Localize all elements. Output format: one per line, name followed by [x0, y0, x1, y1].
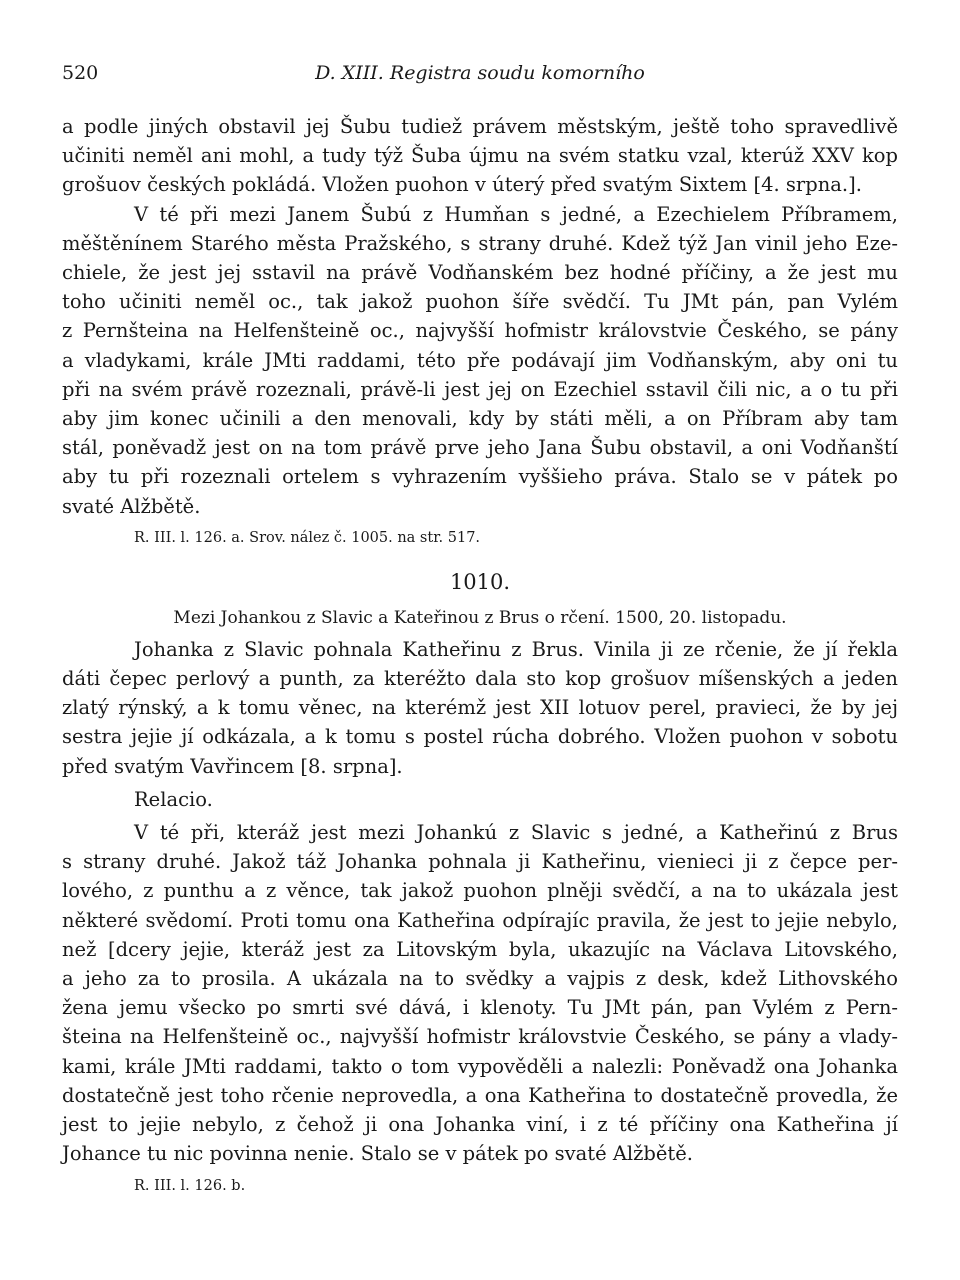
text-line: Johance tu nic povinna nenie. Stalo se v pátek po svaté Alžbětě.	[62, 1142, 694, 1166]
text-line: stál, poněvadž jest on na tom právě prve jeho Jana Šubu obstavil, a oni Vodňanští	[62, 436, 898, 460]
document-summary: Mezi Johankou z Slavic a Kateřinou z Brus o rčení. 1500, 20. listopadu.	[173, 607, 787, 628]
relacio-heading: Relacio.	[134, 787, 213, 811]
text-line: než [dcery jejie, kteráž jest za Litovským byla, ukazujíc na Václava Litovského,	[62, 937, 898, 961]
text-line: učiniti neměl ani mohl, a tudy týž Šuba újmu na svém statku vzal, kterúž XXV kop	[62, 144, 898, 168]
text-line: s strany druhé. Jakož táž Johanka pohnala ji Katheřinu, vienieci ji z čepce per-	[62, 850, 898, 874]
text-line: chiele, že jest jej sstavil na právě Vodňanském bez hodné příčiny, a že jest mu	[62, 261, 898, 285]
document-number: 1010.	[449, 569, 511, 594]
text-line: V té při, kteráž jest mezi Johankú z Slavic s jedné, a Katheřinú z Brus	[134, 821, 898, 845]
text-line: sestra jejie jí odkázala, a k tomu s postel rúcha dobrého. Vložen puohon v sobotu	[62, 725, 898, 749]
text-line: kami, krále JMti raddami, takto o tom vypověděli a nalezli: Poněvadž ona Johanka	[62, 1054, 898, 1078]
text-line: dáti čepec perlový a punth, za kteréžto dala sto kop grošuov míšenských a jeden	[62, 667, 898, 691]
text-line: šteina na Helfenšteině oc., najvyšší hofmistr královstvie Českého, se pány a vlady-	[62, 1025, 898, 1049]
text-line: a jeho za to prosila. A ukázala na to svědky a vajpis z desk, kdež Lithovského	[62, 967, 898, 991]
text-line: měštěnínem Starého města Pražského, s strany druhé. Kdež týž Jan vinil jeho Eze-	[62, 231, 898, 255]
paragraph-verdict-1009	[62, 200, 898, 521]
text-line: grošuov českých pokládá. Vložen puohon v úterý před svatým Sixtem [4. srpna.].	[62, 173, 862, 197]
paragraph-complaint	[62, 635, 898, 781]
running-title: D. XIII. Registra soudu komorního	[315, 62, 645, 84]
text-line: jest to jejie nebylo, z čehož ji ona Johanka viní, i z té příčiny ona Katheřina jí	[62, 1113, 898, 1137]
text-line: Johanka z Slavic pohnala Katheřinu z Brus. Vinila ji ze rčenie, že jí řekla	[134, 637, 898, 661]
text-line: svaté Alžbětě.	[62, 494, 201, 518]
text-line: žena jemu všecko po smrti své dává, i klenoty. Tu JMt pán, pan Vylém z Pern-	[62, 996, 898, 1020]
text-line: zlatý rýnský, a k tomu věnec, na kterémž jest XII lotuov perel, pravieci, že by jej	[62, 696, 898, 720]
page-number: 520	[62, 62, 99, 84]
text-line: z Pernšteina na Helfenšteině oc., najvyšší hofmistr královstvie Českého, se pány	[62, 319, 898, 343]
source-reference: R. III. l. 126. b.	[134, 1177, 246, 1194]
text-line: aby tu při rozeznali ortelem s vyhrazením vyššieho práva. Stalo se v pátek po	[62, 465, 898, 489]
paragraph-verdict-1010	[62, 818, 898, 1168]
paragraph-continuation	[62, 112, 898, 200]
text-line: a podle jiných obstavil jej Šubu tudiež právem městským, ještě toho spravedlivě	[62, 115, 898, 138]
text-line: dostatečně jest toho rčenie neprovedla, a ona Katheřina to dostatečně provedla, že	[62, 1083, 898, 1107]
text-line: aby jim konec učinili a den menovali, kdy by státi měli, a on Příbram aby tam	[62, 407, 898, 431]
source-reference: R. III. l. 126. a. Srov. nález č. 1005. na str. 517.	[134, 529, 481, 546]
text-line: a vladykami, krále JMti raddami, této pře podávají jim Vodňanským, aby oni tu	[62, 348, 898, 372]
text-line: před svatým Vavřincem [8. srpna].	[62, 754, 403, 778]
page-header	[62, 62, 898, 92]
body-text	[62, 112, 898, 1197]
text-line: toho učiniti neměl oc., tak jakož puohon šíře svědčí. Tu JMt pán, pan Vylém	[62, 290, 898, 314]
text-line: lového, z punthu a z věnce, tak jakož puohon plněji svědčí, a na to ukázala jest	[62, 879, 898, 903]
text-line: V té při mezi Janem Šubú z Humňan s jedné, a Ezechielem Příbramem,	[134, 202, 898, 226]
text-line: některé svědomí. Proti tomu ona Katheřina odpírajíc pravila, že jest to jejie nebylo,	[62, 908, 898, 932]
text-line: při na svém právě rozeznali, právě-li jest jej on Ezechiel sstavil čili nic, a o tu při	[62, 377, 898, 401]
